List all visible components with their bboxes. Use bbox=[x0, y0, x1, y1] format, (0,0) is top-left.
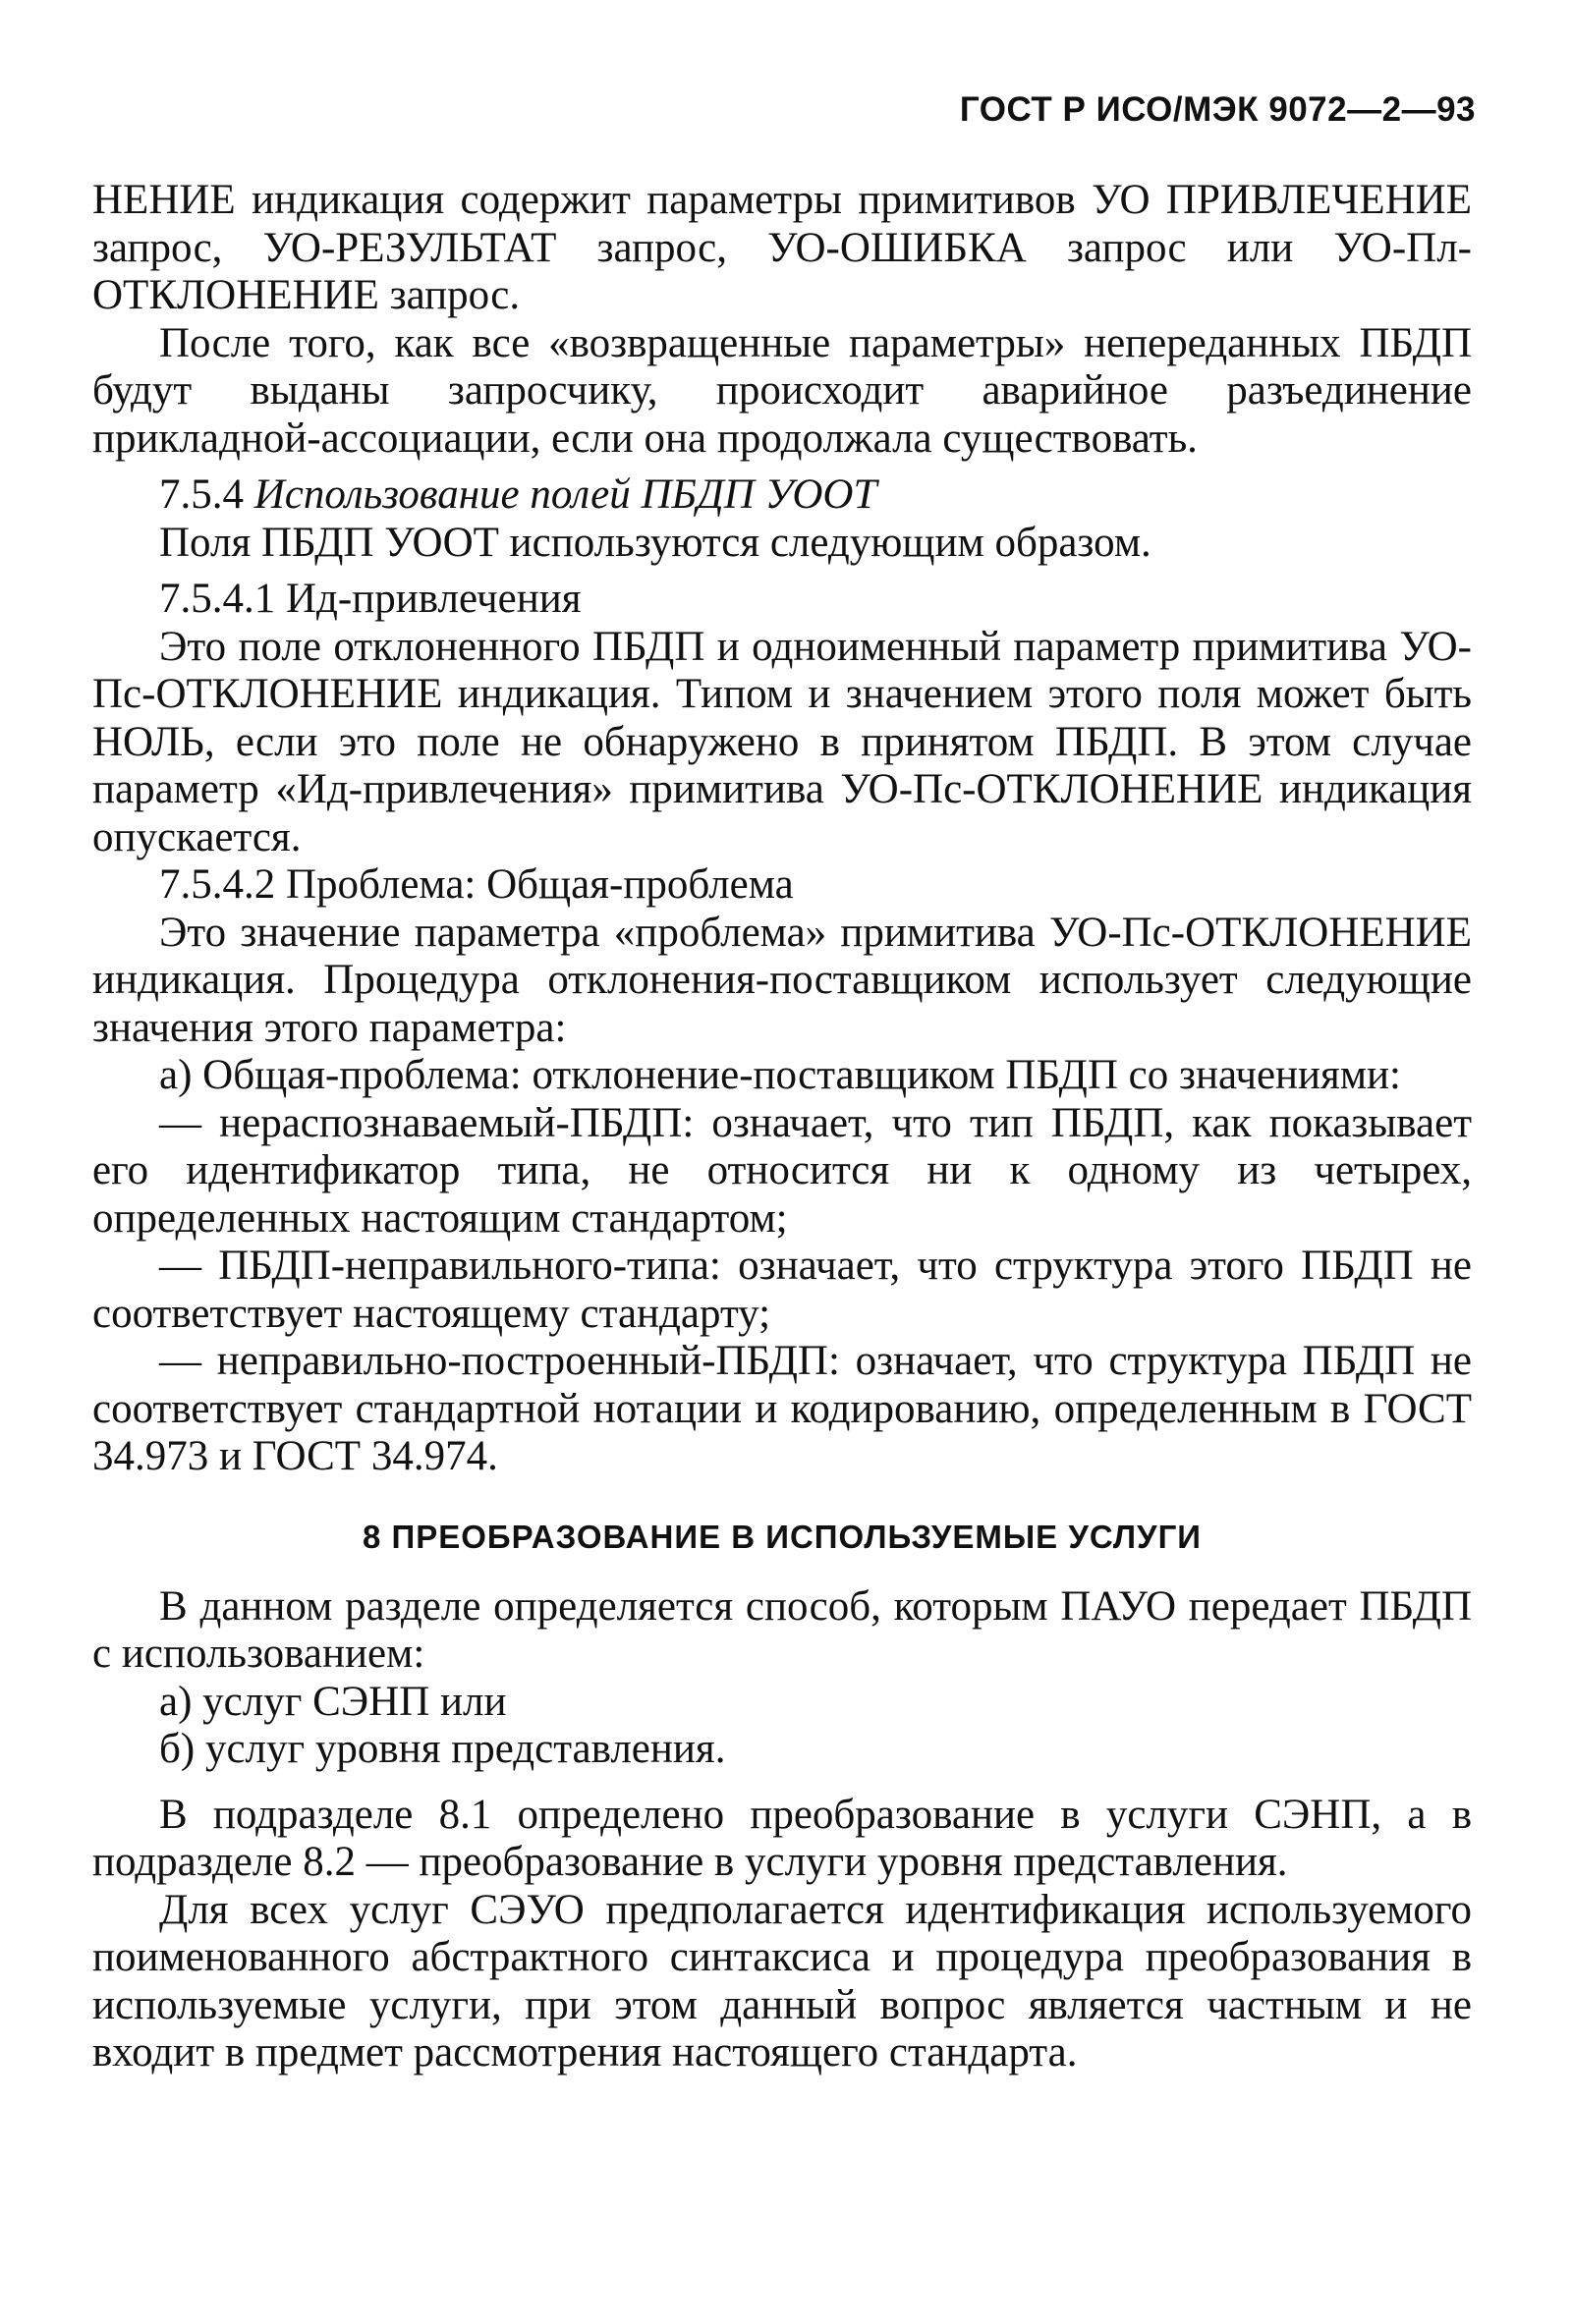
page-header: ГОСТ Р ИСО/МЭК 9072—2—93 bbox=[959, 90, 1476, 129]
section-8-paragraph-1: В подразделе 8.1 определено преобразование в услуги СЭНП, а в подразделе 8.2 — преобразование в услуги уровня представления. bbox=[92, 1791, 1472, 1885]
paragraph-abort: После того, как все «возвращенные параметры» непереданных ПБДП будут выданы запросчику, происходит аварийное разъединение прикладной-ассоциации, если она продолжала существовать. bbox=[92, 319, 1472, 462]
section-7-5-4-2-title: 7.5.4.2 Проблема: Общая-проблема bbox=[159, 861, 794, 908]
dash-item-3: — неправильно-построенный-ПБДП: означает, что структура ПБДП не соответствует стандартной нотации и кодированию, определенным в ГОСТ 34.973 и ГОСТ 34.974. bbox=[92, 1338, 1472, 1479]
section-8-item-b: б) услуг уровня представления. bbox=[159, 1726, 726, 1772]
dash-item-1: — нераспознаваемый-ПБДП: означает, что тип ПБДП, как показывает его идентификатор типа, не относится ни к одному из четырех, определенных настоящим стандартом; bbox=[92, 1099, 1472, 1242]
section-8-heading: 8 ПРЕОБРАЗОВАНИЕ В ИСПОЛЬЗУЕМЫЕ УСЛУГИ bbox=[363, 1518, 1202, 1555]
section-8-item-a: а) услуг СЭНП или bbox=[159, 1678, 507, 1725]
list-item-a: а) Общая-проблема: отклонение-поставщиком ПБДП со значениями: bbox=[159, 1052, 1402, 1098]
section-7-5-4-title bbox=[92, 471, 1472, 520]
section-title: Использование полей ПБДП УООТ bbox=[253, 471, 877, 518]
section-number: 7.5.4 bbox=[159, 471, 254, 518]
section-8-paragraph-2: Для всех услуг СЭУО предполагается идентификация используемого поименованного абстрактного синтаксиса и процедура преобразования в используемые услуги, при этом данный вопрос является частным и не входит в предмет рассмотрения настоящего стандарта. bbox=[92, 1886, 1472, 2075]
section-7-5-4-2-text: Это значение параметра «проблема» примитива УО-Пс-ОТКЛОНЕНИЕ индикация. Процедура отклонения-поставщиком использует следующие значения этого параметра: bbox=[92, 909, 1472, 1051]
section-7-5-4-text: Поля ПБДП УООТ используются следующим образом. bbox=[159, 519, 1151, 566]
page-content bbox=[92, 177, 1472, 2077]
section-7-5-4-1-title: 7.5.4.1 Ид-привлечения bbox=[159, 576, 582, 622]
continued-paragraph: НЕНИЕ индикация содержит параметры примитивов УО ПРИВЛЕЧЕНИЕ запрос, УО-РЕЗУЛЬТАТ запрос, УО-ОШИБКА запрос или УО-Пл-ОТКЛОНЕНИЕ запрос. bbox=[92, 177, 1472, 318]
dash-item-2: — ПБДП-неправильного-типа: означает, что структура этого ПБДП не соответствует настоящему стандарту; bbox=[92, 1243, 1472, 1337]
section-8-intro: В данном разделе определяется способ, которым ПАУО передает ПБДП с использованием: bbox=[92, 1582, 1472, 1677]
section-7-5-4-1-text: Это поле отклоненного ПБДП и одноименный параметр примитива УО-Пс-ОТКЛОНЕНИЕ индикация. Типом и значением этого поля может быть НОЛЬ, если это поле не обнаружено в принятом ПБДП. В этом случае параметр «Ид-привлечения» примитива УО-Пс-ОТКЛОНЕНИЕ индикация опускается. bbox=[92, 623, 1472, 860]
